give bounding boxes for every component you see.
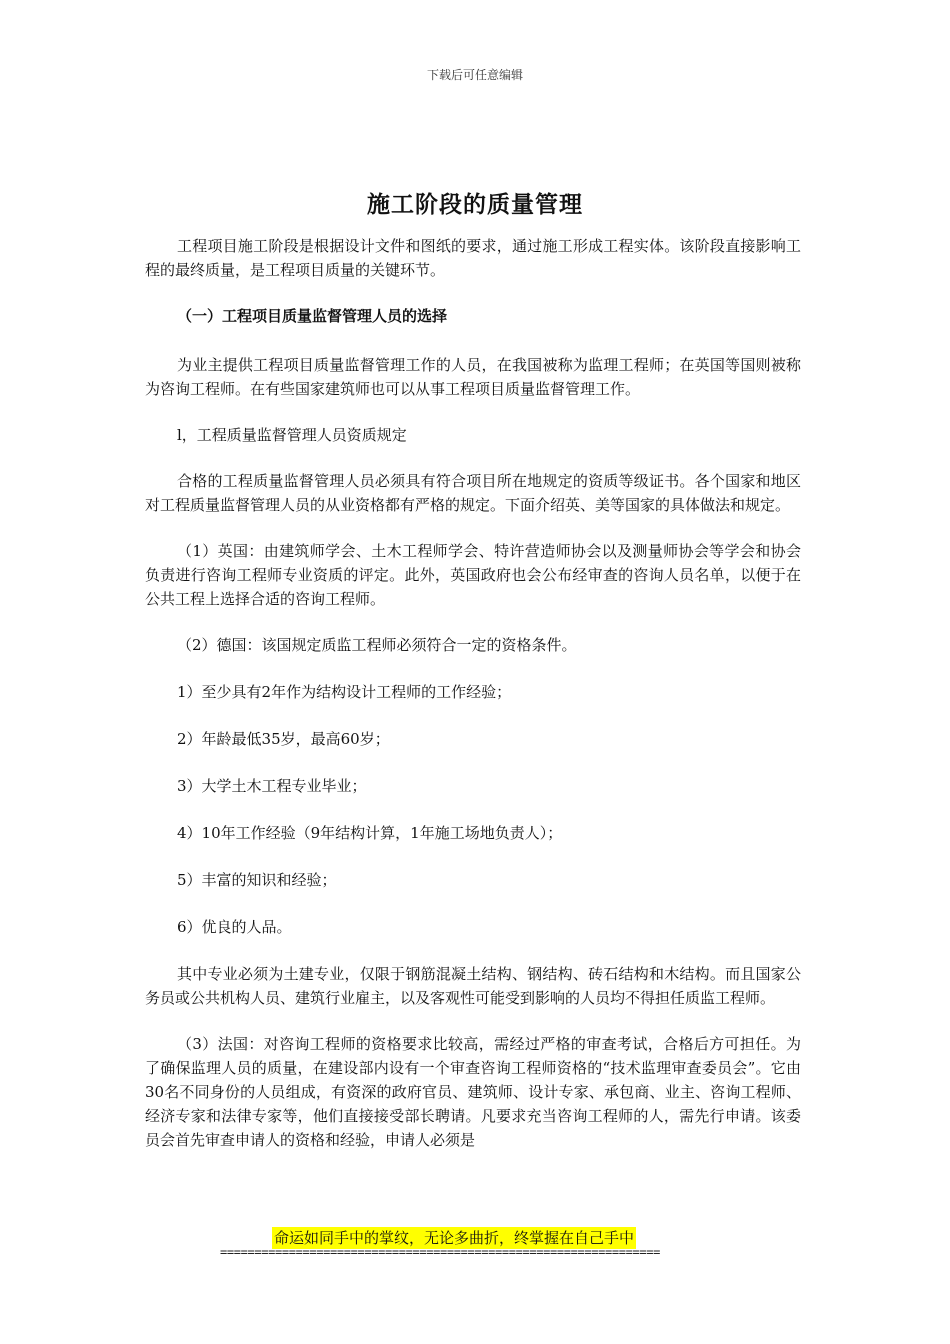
header-note: 下载后可任意编辑 [426, 68, 523, 82]
list-item: 1）至少具有2年作为结构设计工程师的工作经验； [177, 683, 512, 701]
paragraph-france: （3）法国：对咨询工程师的资格要求比较高，需经过严格的审查考试，合格后方可担任。为了确保监理人员的质量，在建设部内设有一个审查咨询工程师资格的“技术监理审查委员会”。它由30名不同身份的人员组成，有资深的政府官员、建筑师、设计专家、承包商、业主、咨询工程师、经济专家和法律专家等，他们直接接受部长聘请。凡要求充当咨询工程师的人，需先行申请。该委员会首先审查申请人的资格和经验，申请人必须是 [145, 1035, 801, 1149]
list-item: 2）年龄最低35岁，最高60岁； [177, 730, 390, 748]
paragraph-definition: 为业主提供工程项目质量监督管理工作的人员，在我国被称为监理工程师；在英国等国则被称为咨询工程师。在有些国家建筑师也可以从事工程项目质量监督管理工作。 [145, 356, 801, 398]
list-item: 5）丰富的知识和经验； [177, 871, 337, 889]
subsection-heading: l，工程质量监督管理人员资质规定 [177, 426, 407, 444]
paragraph-qualification: 合格的工程质量监督管理人员必须具有符合项目所在地规定的资质等级证书。各个国家和地区对工程质量监督管理人员的从业资格都有严格的规定。下面介绍英、美等国家的具体做法和规定。 [145, 472, 801, 514]
list-item: 6）优良的人品。 [177, 918, 292, 936]
paragraph-intro: 工程项目施工阶段是根据设计文件和图纸的要求，通过施工形成工程实体。该阶段直接影响工程的最终质量，是工程项目质量的关键环节。 [145, 237, 801, 279]
list-item: 3）大学土木工程专业毕业； [177, 777, 367, 795]
footer-banner: 命运如同手中的掌纹，无论多曲折，终掌握在自己手中 [274, 1229, 635, 1247]
section-heading: （一）工程项目质量监督管理人员的选择 [177, 307, 448, 325]
document-body [145, 234, 801, 1174]
list-item: 4）10年工作经验（9年结构计算，1年施工场地负责人）； [177, 824, 563, 842]
paragraph-germany-note: 其中专业必须为土建专业，仅限于钢筋混凝土结构、钢结构、砖石结构和木结构。而且国家公务员或公共机构人员、建筑行业雇主，以及客观性可能受到影响的人员均不得担任质监工程师。 [145, 965, 801, 1007]
paragraph-germany: （2）德国：该国规定质监工程师必须符合一定的资格条件。 [177, 636, 577, 654]
document-title: 施工阶段的质量管理 [367, 191, 583, 218]
paragraph-uk: （1）英国：由建筑师学会、土木工程师学会、特许营造师协会以及测量师协会等学会和协会负责进行咨询工程师专业资质的评定。此外，英国政府也会公布经审查的咨询人员名单，以便于在公共工程上选择合适的咨询工程师。 [145, 542, 801, 608]
footer-rule: ================================================================ [220, 1245, 660, 1259]
